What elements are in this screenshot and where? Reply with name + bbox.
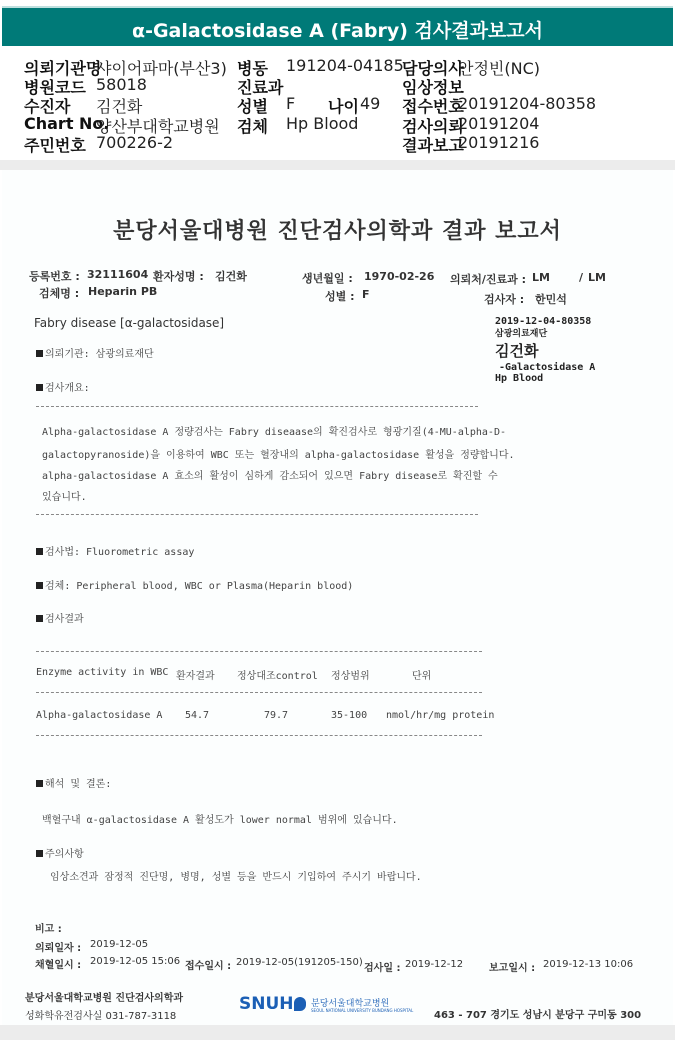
rule [36, 514, 478, 515]
table-header-control: 정상대조control [237, 671, 318, 682]
info-label-report-date: 결과보고 [402, 136, 464, 155]
info-value-institution: 샤이어파마(부산3) [96, 59, 227, 78]
table-cell-range: 35-100 [331, 710, 368, 721]
info-label-ward: 병동 [237, 59, 268, 78]
overview-line-3: alpha-galactosidase A 효소의 활성이 심하게 감소되어 있으면 Fabry disease로 확진할 수 [42, 471, 498, 482]
caution-heading-text: 주의사항 [45, 849, 84, 860]
method-text: 검사법: Fluorometric assay [45, 547, 195, 558]
report-title: 분당서울대병원 진단검사의학과 결과 보고서 [113, 219, 562, 244]
dept-value: LM [532, 271, 550, 284]
info-label-clinical-info: 임상정보 [402, 78, 464, 97]
table-header-patient-result: 환자결과 [176, 671, 215, 682]
request-info [0, 52, 675, 156]
info-value-resident-no: 700226-2 [96, 133, 174, 152]
info-label-request-date: 검사의뢰 [402, 117, 464, 136]
table-rule-mid [36, 692, 482, 693]
test-name: Fabry disease [α-galactosidase] [34, 316, 225, 330]
bullet-icon [36, 384, 43, 391]
institution-section [36, 345, 154, 360]
overview-line-2: galactopyranoside)을 이용하여 WBC 또는 혈장내의 alpha-galactosidase 활성을 정량합니다. [42, 450, 515, 461]
sticker-specimen: Hp Blood [495, 373, 544, 384]
interpretation-heading [36, 775, 111, 790]
logo-hospital-name: 분당서울대학교병원 [311, 999, 390, 1009]
sex-value: F [362, 288, 370, 301]
table-cell-patient-result: 54.7 [185, 710, 210, 721]
table-rule-bottom [36, 735, 482, 736]
info-label-chart-no: Chart No. [24, 114, 110, 133]
overview-line-1: Alpha-galactosidase A 정량검사는 Fabry diseaase의 확진검사로 형광기질(4-MU-alpha-D- [42, 427, 506, 438]
dept-separator: / [579, 271, 584, 284]
hospital-logo [239, 994, 414, 1018]
caution-heading [36, 845, 84, 860]
info-label-department: 진료과 [237, 78, 284, 97]
logo-snuh-text: SNUH [239, 994, 294, 1014]
info-label-institution: 의뢰기관명 [24, 59, 102, 78]
bullet-icon [36, 850, 43, 857]
sticker-institution: 삼광의료재단 [495, 329, 548, 339]
sticker-test: -Galactosidase A [499, 362, 596, 373]
table-cell-control: 79.7 [264, 710, 289, 721]
bullet-icon [36, 582, 43, 589]
table-cell-enzyme: Alpha-galactosidase A [36, 710, 163, 721]
info-value-report-date: 20191216 [458, 133, 540, 152]
note-label: 비고 : [35, 924, 62, 935]
examiner-label: 검사자 : [484, 293, 525, 306]
result-heading [36, 610, 84, 625]
table-cell-unit: nmol/hr/mg protein [386, 710, 495, 721]
sticker-accession: 2019-12-04-80358 [495, 316, 592, 327]
info-label-accession-no: 접수번호 [402, 97, 464, 116]
info-label-sex: 성별 [237, 97, 268, 116]
scanned-report [2, 170, 673, 1025]
info-value-accession-no: 20191204-80358 [458, 94, 597, 113]
interpretation-text: 백혈구내 α-galactosidase A 활성도가 lower normal 범위에 있습니다. [42, 815, 398, 826]
sticker-patient-name: 김건화 [495, 342, 539, 360]
dob-value: 1970-02-26 [364, 270, 435, 283]
patient-name-value: 김건화 [215, 270, 247, 283]
info-label-doctor: 담당의사 [402, 59, 464, 78]
info-value-doctor: 안정빈(NC) [458, 59, 540, 78]
request-date-value: 2019-12-05 [90, 939, 149, 950]
report-date-value: 2019-12-13 10:06 [543, 959, 634, 970]
table-header-enzyme: Enzyme activity in WBC [36, 667, 169, 678]
request-date-label: 의뢰일자 : [35, 943, 82, 954]
specimen-sticker [495, 316, 595, 384]
rule [36, 406, 478, 407]
reg-no-value: 32111604 [87, 268, 149, 281]
bullet-icon [36, 780, 43, 787]
collect-date-value: 2019-12-05 15:06 [90, 956, 181, 967]
institution-text: 의뢰기관: 삼광의료재단 [45, 349, 154, 360]
divider [0, 160, 675, 170]
info-value-age: 49 [360, 94, 381, 113]
report-header [0, 0, 675, 50]
patient-name-label: 환자성명 : [153, 270, 204, 283]
table-rule-top [36, 651, 482, 652]
test-date-label: 검사일 : [364, 963, 401, 974]
page-title: α-Galactosidase A (Fabry) 검사결과보고서 [132, 20, 543, 42]
specimen-value: Heparin PB [88, 285, 158, 298]
logo-mark-icon [294, 997, 306, 1011]
interpretation-heading-text: 해석 및 결론: [45, 779, 112, 790]
info-label-patient: 수진자 [24, 97, 71, 116]
specimen-label: 검체명 : [39, 287, 80, 300]
specimen-text: 검체: Peripheral blood, WBC or Plasma(Heparin blood) [45, 581, 354, 592]
bottom-divider [0, 1025, 675, 1040]
specimen-section [36, 577, 353, 592]
dept-label: 의뢰처/진료과 : [450, 273, 527, 286]
info-label-age: 나이 [328, 97, 359, 116]
info-value-request-date: 20191204 [458, 114, 540, 133]
report-date-label: 보고일시 : [489, 963, 536, 974]
test-date-value: 2019-12-12 [405, 959, 464, 970]
method-section [36, 543, 194, 558]
info-value-hospital-code: 58018 [96, 75, 147, 94]
lab-phone: 성화학유전검사실 031-787-3118 [25, 1011, 177, 1022]
overview-heading [36, 379, 90, 394]
info-value-chart-no: 양산부대학교병원 [96, 117, 220, 136]
info-label-hospital-code: 병원코드 [24, 78, 86, 97]
examiner-value: 한민석 [535, 293, 567, 306]
reg-no-label: 등록번호 : [29, 270, 80, 283]
overview-line-4: 있습니다. [42, 492, 87, 503]
info-value-sex: F [286, 94, 296, 113]
receive-value: 2019-12-05(191205-150) [236, 957, 363, 968]
receive-label: 접수일시 : [185, 961, 232, 972]
info-value-specimen: Hp Blood [286, 114, 359, 133]
info-label-specimen: 검체 [237, 117, 268, 136]
bullet-icon [36, 548, 43, 555]
bullet-icon [36, 350, 43, 357]
bullet-icon [36, 615, 43, 622]
table-header-range: 정상범위 [331, 671, 370, 682]
lab-department-name: 분당서울대학교병원 진단검사의학과 [25, 993, 184, 1004]
hospital-address: 463 - 707 경기도 성남시 분당구 구미동 300 [434, 1010, 642, 1021]
info-value-ward: 191204-04185 [286, 56, 404, 75]
table-header-unit: 단위 [412, 671, 432, 682]
logo-english-name: SEOUL NATIONAL UNIVERSITY BUNDANG HOSPITAL [311, 1008, 414, 1013]
info-label-resident-no: 주민번호 [24, 136, 86, 155]
collect-date-label: 채혈일시 : [35, 960, 82, 971]
sex-label: 성별 : [325, 290, 355, 303]
title-bar [2, 6, 673, 46]
overview-heading-text: 검사개요: [45, 383, 90, 394]
result-heading-text: 검사결과 [45, 614, 84, 625]
info-value-patient: 김건화 [96, 97, 143, 116]
dob-label: 생년월일 : [302, 272, 353, 285]
caution-text: 임상소견과 잠정적 진단명, 병명, 성별 등을 반드시 기입하여 주시기 바랍니다. [50, 872, 422, 883]
dept-value-2: LM [588, 271, 606, 284]
